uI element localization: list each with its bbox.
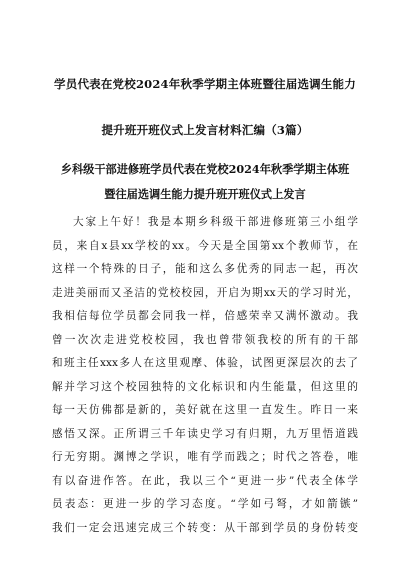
body-paragraph-line: 和班主任xxx多人在这里观摩、体验，试图更深层次的去了 [52, 357, 358, 369]
document-title-line-1: 学员代表在党校2024年秋季学期主体班暨往届选调生能力 [54, 77, 356, 91]
body-paragraph-line: 每一天仿佛都是新的，美好就在这里一直发生。昨日一来 [52, 404, 358, 416]
body-paragraph-line: 大家上午好！我是本期乡科级干部进修班第三小组学 [73, 216, 358, 228]
body-paragraph-line: 解并学习这个校园独特的文化标识和内生能量，但这里的 [52, 381, 358, 393]
section-title-line-2: 暨往届选调生能力提升班开班仪式上发言 [104, 187, 306, 201]
document-title-line-2: 提升班开班仪式上发言材料汇编（3篇） [101, 123, 309, 137]
body-paragraph-line: 员表态：更进一步的学习态度。“学如弓弩，才如箭镞” [52, 498, 358, 510]
body-paragraph-line: 曾一次次走进党校校园，我也曾带领我校的所有的干部 [52, 334, 358, 346]
body-paragraph-line: 有以奋进作答。在此，我以三个“更进一步”代表全体学 [52, 475, 358, 487]
section-title-line-1: 乡科级干部进修班学员代表在党校2024年秋季学期主体班 [60, 162, 350, 176]
body-paragraph-line: 这样一个特殊的日子，能和这么多优秀的同志一起，再次 [52, 263, 358, 275]
body-paragraph-line: 员，来自x县xx学校的xx。今天是全国第xx个教师节，在 [52, 240, 358, 252]
body-paragraph-line: 我相信每位学员都会同我一样，倍感荣幸又满怀激动。我 [52, 310, 358, 322]
body-paragraph-line: 行无穷期。渊博之学识，唯有学而践之；时代之答卷，唯 [52, 451, 358, 463]
body-paragraph-line: 走进美丽而又圣洁的党校校园，开启为期xx天的学习时光， [52, 287, 358, 299]
body-paragraph-line: 感悟又深。正所谓三千年读史学习有归期，九万里悟道践 [52, 428, 358, 440]
body-paragraph-line: 我们一定会迅速完成三个转变：从干部到学员的身份转变 [52, 522, 358, 534]
